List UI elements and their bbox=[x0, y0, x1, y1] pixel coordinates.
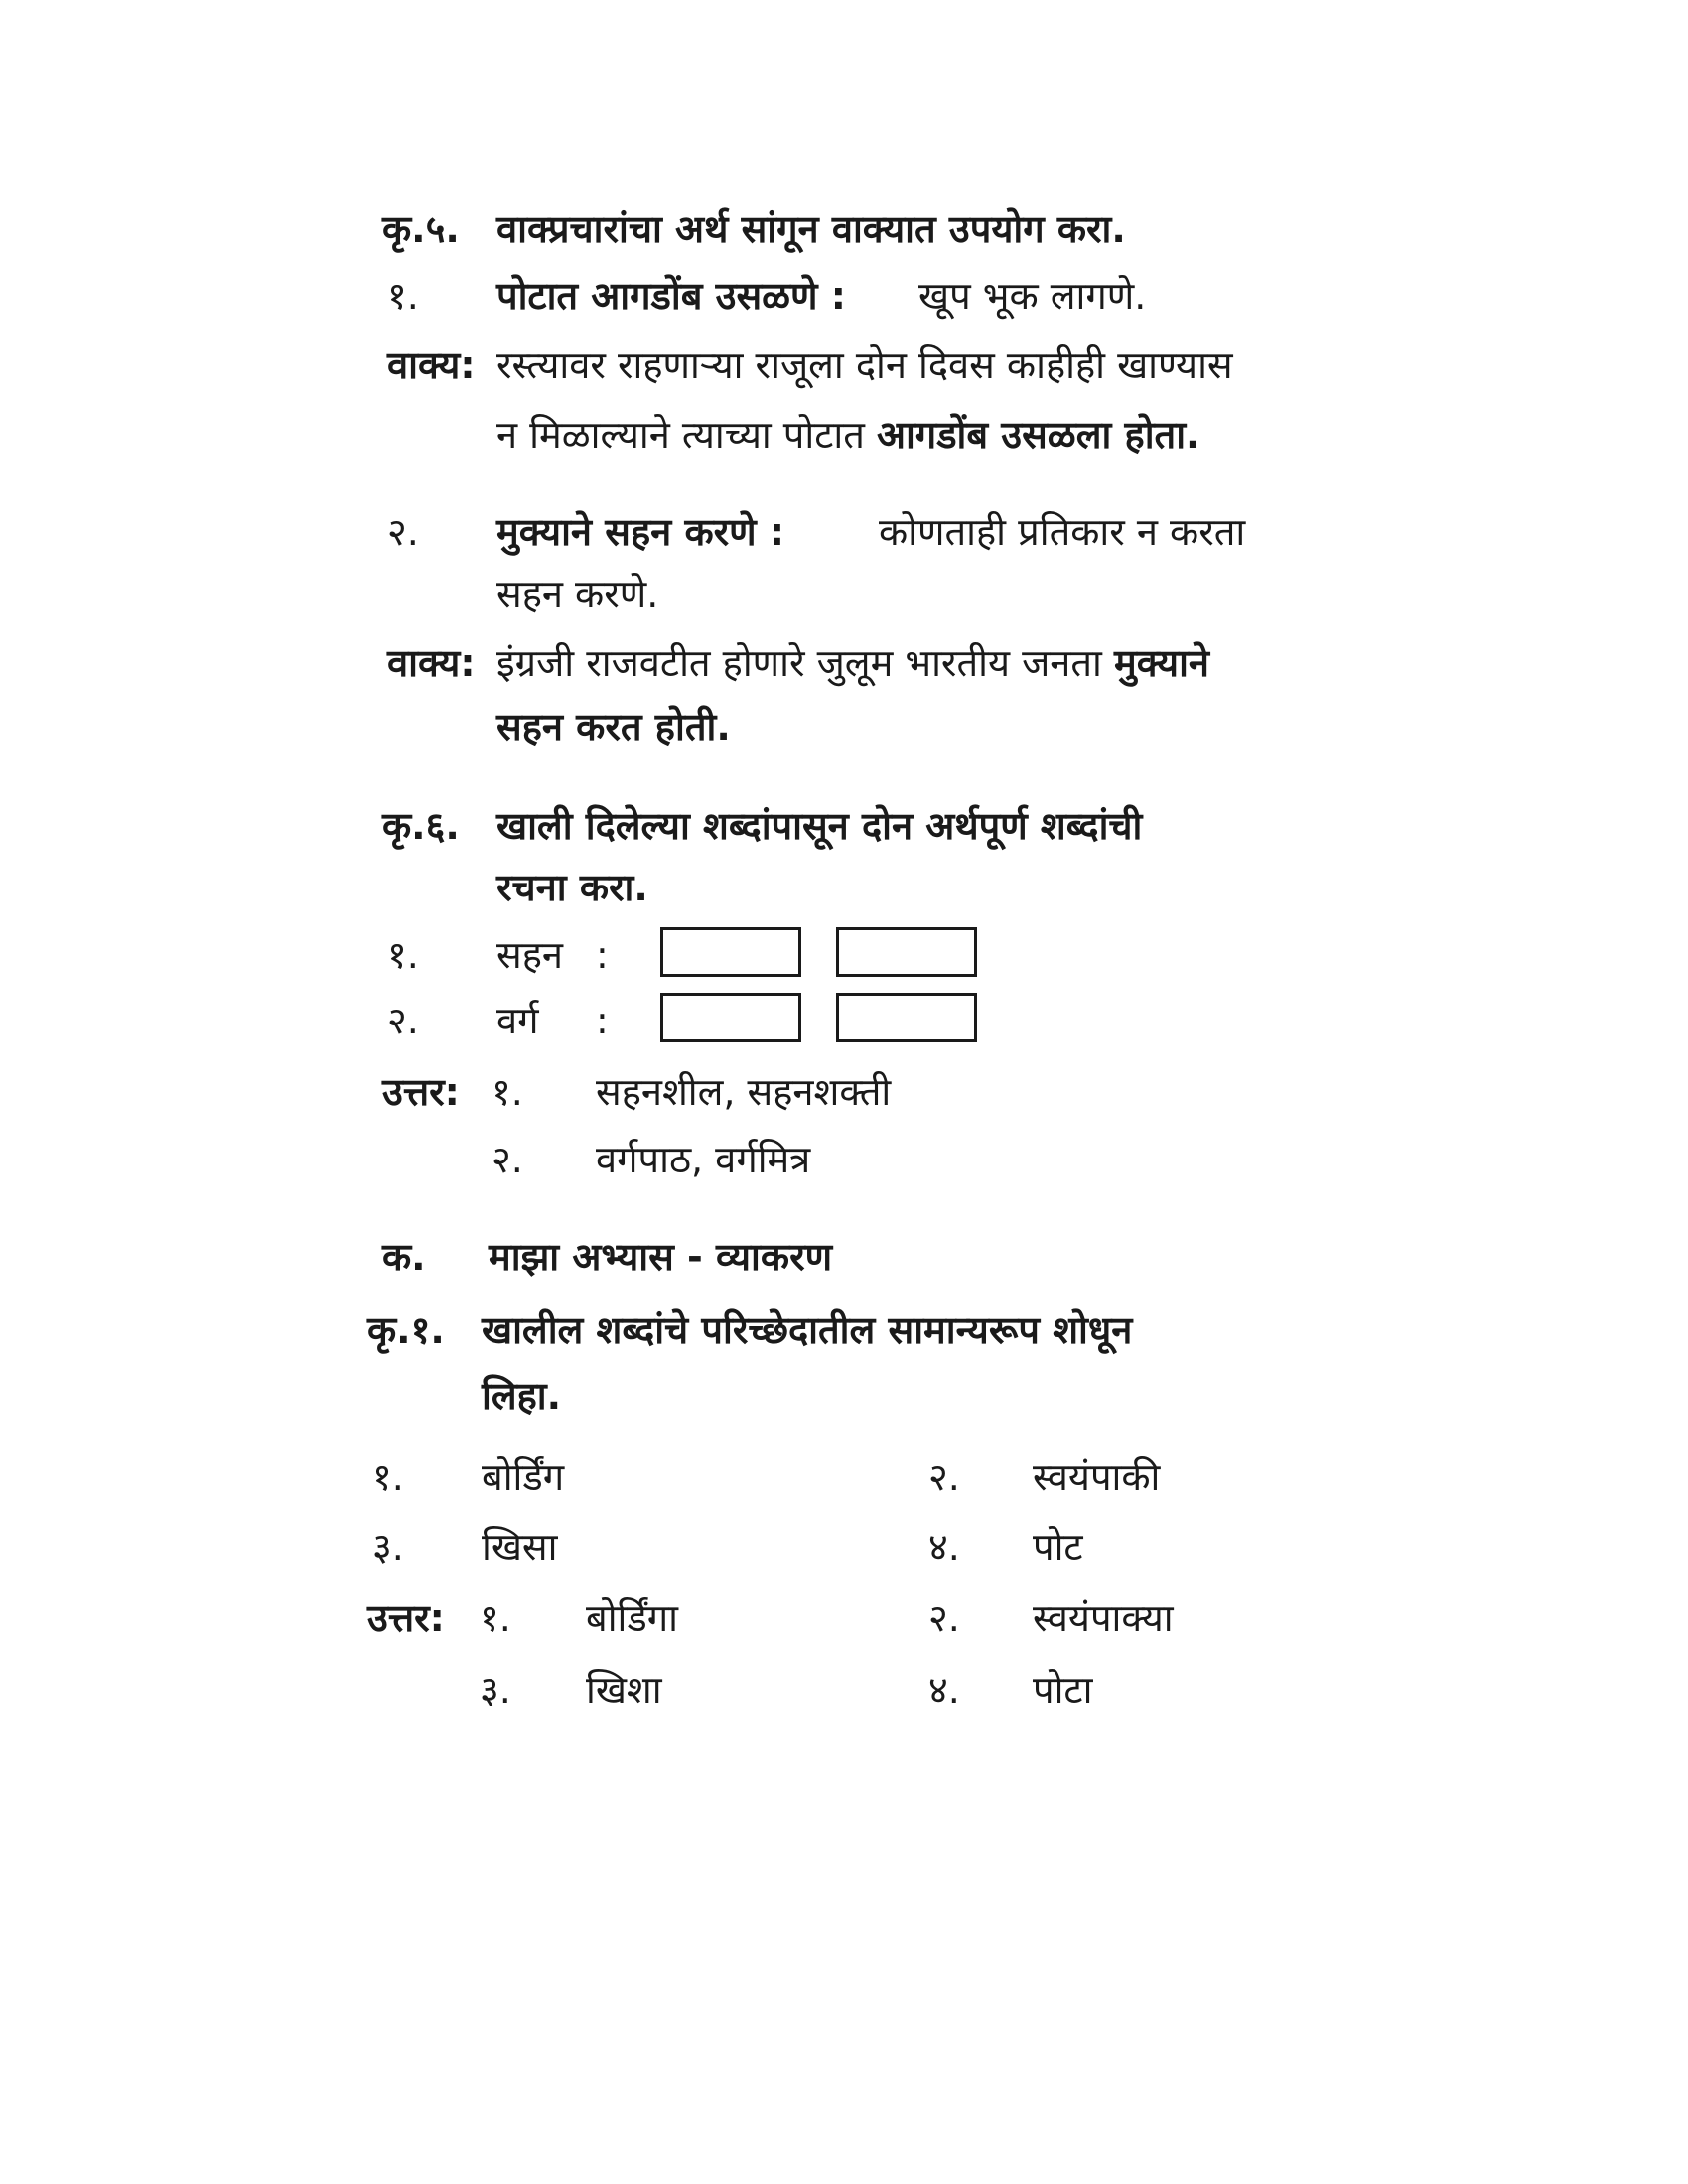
q6-answer-label: उत्तर: bbox=[382, 1070, 460, 1114]
q5-item1-number: १. bbox=[387, 274, 419, 318]
q5-item1-sentence-label: वाक्य: bbox=[387, 343, 476, 387]
q6-item1-box2 bbox=[836, 927, 977, 977]
q6-answer2-text: वर्गपाठ, वर्गमित्र bbox=[596, 1138, 811, 1181]
q1-word3: खिसा bbox=[482, 1525, 558, 1569]
q6-item1-box1 bbox=[660, 927, 801, 977]
q1-title-line1: खालील शब्दांचे परिच्छेदातील सामान्यरूप शोधून bbox=[482, 1308, 1133, 1352]
q1-word3-number: ३. bbox=[372, 1525, 404, 1569]
q1-word1: बोर्डिंग bbox=[482, 1455, 565, 1499]
q1-answer2: स्वयंपाक्या bbox=[1033, 1596, 1174, 1640]
q1-answer3-number: ३. bbox=[480, 1668, 511, 1711]
q1-answer1: बोर्डिंगा bbox=[586, 1596, 678, 1640]
q5-item1-sentence-line2-bold: आगडोंब उसळला होता. bbox=[876, 413, 1200, 457]
q6-item2-colon: : bbox=[596, 999, 609, 1042]
q1-word1-number: १. bbox=[372, 1455, 404, 1499]
q5-item2-sentence-line1-bold: मुक्याने bbox=[1113, 641, 1210, 685]
q6-answer1-text: सहनशील, सहनशक्ती bbox=[596, 1070, 892, 1114]
q5-item2-phrase: मुक्याने सहन करणे : bbox=[496, 510, 785, 554]
q1-word4: पोट bbox=[1033, 1525, 1083, 1569]
q5-item2-sentence-line1-plain: इंग्रजी राजवटीत होणारे जुलूम भारतीय जनता bbox=[496, 641, 1102, 685]
q6-title-line2: रचना करा. bbox=[496, 866, 648, 909]
q1-answer-label: उत्तर: bbox=[367, 1596, 445, 1640]
q1-answer3: खिशा bbox=[586, 1668, 662, 1711]
q1-title-line2: लिहा. bbox=[482, 1374, 562, 1418]
q6-answer1-number: १. bbox=[492, 1070, 523, 1114]
q5-item2-sentence-line1 bbox=[496, 637, 1209, 689]
q1-word2: स्वयंपाकी bbox=[1033, 1455, 1161, 1499]
q5-item2-number: २. bbox=[387, 510, 419, 554]
q5-item1-sentence-line1: रस्त्यावर राहणाऱ्या राजूला दोन दिवस काहीही खाण्यास bbox=[496, 343, 1233, 387]
q1-answer1-number: १. bbox=[480, 1596, 511, 1640]
q5-item2-meaning-line2: सहन करणे. bbox=[496, 572, 659, 615]
q5-item1-meaning: खूप भूक लागणे. bbox=[918, 274, 1147, 318]
q5-item1-sentence-line2-plain: न मिळाल्याने त्याच्या पोटात bbox=[496, 413, 865, 457]
q5-item2-sentence-line2: सहन करत होती. bbox=[496, 705, 731, 749]
q5-item1-phrase: पोटात आगडोंब उसळणे : bbox=[496, 274, 846, 318]
q6-item2-box2 bbox=[836, 993, 977, 1042]
q1-word4-number: ४. bbox=[928, 1525, 960, 1569]
q6-item2-box1 bbox=[660, 993, 801, 1042]
q6-item2-word: वर्ग bbox=[496, 999, 539, 1042]
q6-number: कृ.६. bbox=[382, 804, 460, 848]
q5-item2-sentence-label: वाक्य: bbox=[387, 641, 476, 685]
q6-title-line1: खाली दिलेल्या शब्दांपासून दोन अर्थपूर्ण शब्दांची bbox=[496, 804, 1143, 848]
section-k-letter: क. bbox=[382, 1235, 426, 1279]
q1-answer4-number: ४. bbox=[928, 1668, 960, 1711]
q6-item1-number: १. bbox=[387, 933, 419, 977]
q6-item2-number: २. bbox=[387, 999, 419, 1042]
section-k-title: माझा अभ्यास - व्याकरण bbox=[489, 1235, 833, 1279]
q5-item2-meaning-line1: कोणताही प्रतिकार न करता bbox=[879, 510, 1246, 554]
q5-number: कृ.५. bbox=[382, 207, 460, 251]
q5-item1-sentence-line2 bbox=[496, 409, 1199, 461]
q6-answer2-number: २. bbox=[492, 1138, 523, 1181]
q6-item1-colon: : bbox=[596, 933, 609, 977]
q1-word2-number: २. bbox=[928, 1455, 960, 1499]
q6-item1-word: सहन bbox=[496, 933, 563, 977]
q1-answer2-number: २. bbox=[928, 1596, 960, 1640]
q1-answer4: पोटा bbox=[1033, 1668, 1093, 1711]
q1-number: कृ.१. bbox=[367, 1308, 445, 1352]
q5-title: वाक्प्रचारांचा अर्थ सांगून वाक्यात उपयोग करा. bbox=[496, 207, 1126, 251]
